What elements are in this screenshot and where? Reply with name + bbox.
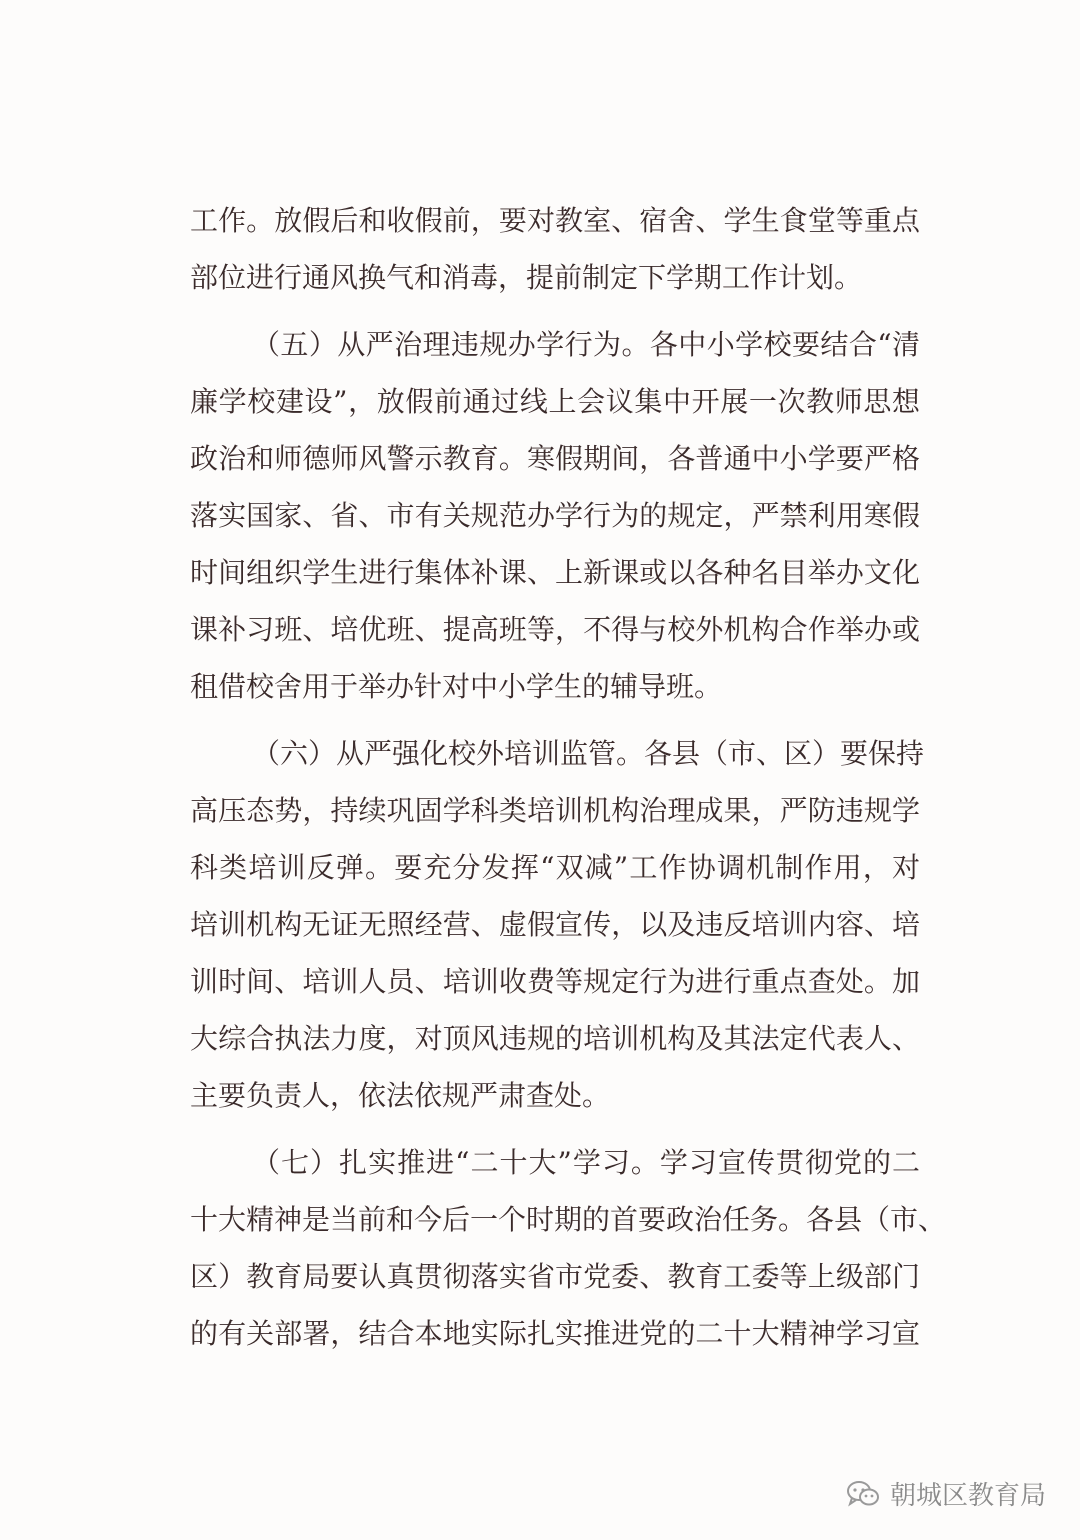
document-body — [190, 192, 947, 1362]
text-line: 部位进行通风换气和消毒，提前制定下学期工作计划。 — [190, 261, 863, 294]
text-line: 十大精神是当前和今后一个时期的首要政治任务。各县（市、 — [190, 1203, 947, 1236]
text-line: 培训机构无证无照经营、虚假宣传，以及违反培训内容、培 — [190, 908, 920, 941]
text-line: 课补习班、培优班、提高班等，不得与校外机构合作举办或 — [190, 613, 920, 646]
text-line: 落实国家、省、市有关规范办学行为的规定，严禁利用寒假 — [190, 499, 920, 532]
text-line: 大综合执法力度，对顶风违规的培训机构及其法定代表人、 — [190, 1022, 920, 1055]
text-line: 主要负责人，依法依规严肃查处。 — [190, 1079, 611, 1112]
paragraph-gap — [190, 306, 920, 316]
text-line: （五）从严治理违规办学行为。各中小学校要结合“清 — [252, 328, 920, 361]
paragraph-gap — [190, 1124, 920, 1134]
text-line: （七）扎实推进“二十大”学习。学习宣传贯彻党的二 — [252, 1146, 920, 1179]
text-line: 区）教育局要认真贯彻落实省市党委、教育工委等上级部门 — [190, 1260, 920, 1293]
wechat-icon — [846, 1479, 880, 1509]
text-line: 政治和师德师风警示教育。寒假期间，各普通中小学要严格 — [190, 442, 920, 475]
paragraph-p4 — [190, 1134, 947, 1362]
text-line: 的有关部署，结合本地实际扎实推进党的二十大精神学习宣 — [190, 1317, 920, 1350]
text-line: 高压态势，持续巩固学科类培训机构治理成果，严防违规学 — [190, 794, 920, 827]
text-line: 工作。放假后和收假前，要对教室、宿舍、学生食堂等重点 — [190, 204, 920, 237]
text-line: 时间组织学生进行集体补课、上新课或以各种名目举办文化 — [190, 556, 920, 589]
watermark-text: 朝城区教育局 — [889, 1481, 1046, 1511]
paragraph-p3 — [190, 725, 925, 1124]
account-watermark — [846, 1475, 1046, 1512]
text-line: （六）从严强化校外培训监管。各县（市、区）要保持 — [252, 737, 925, 770]
text-line: 训时间、培训人员、培训收费等规定行为进行重点查处。加 — [190, 965, 920, 998]
text-line: 廉学校建设”，放假前通过线上会议集中开展一次教师思想 — [190, 385, 920, 418]
paragraph-p2 — [190, 316, 920, 715]
paragraph-gap — [190, 715, 920, 725]
text-line: 租借校舍用于举办针对中小学生的辅导班。 — [190, 670, 723, 703]
paragraph-p1 — [190, 192, 920, 306]
text-line: 科类培训反弹。要充分发挥“双减”工作协调机制作用，对 — [190, 851, 920, 884]
